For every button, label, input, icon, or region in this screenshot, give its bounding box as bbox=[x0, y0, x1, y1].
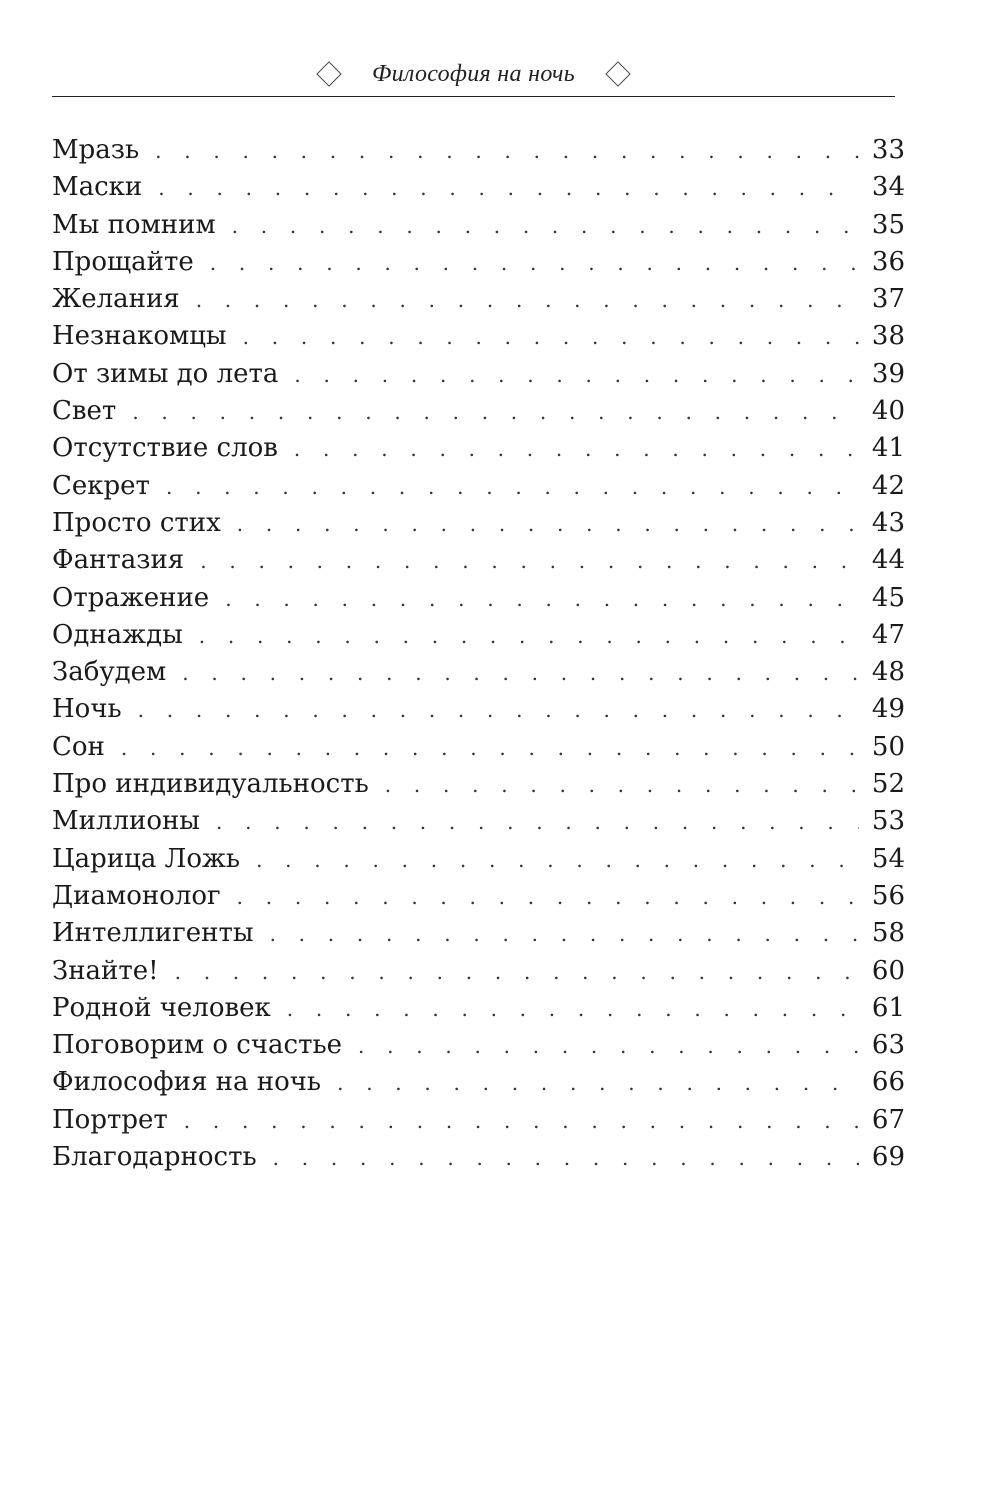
dot-leader bbox=[216, 804, 859, 841]
toc-entry-page-number: 53 bbox=[871, 806, 905, 837]
dot-leader bbox=[175, 954, 859, 991]
toc-entry-page-number: 40 bbox=[871, 396, 905, 427]
toc-entry-title: От зимы до лета bbox=[52, 358, 279, 389]
toc-entry-title: Незнакомцы bbox=[52, 321, 227, 352]
toc-entry-title: Прощайте bbox=[52, 246, 194, 277]
toc-entry-page-number: 44 bbox=[871, 545, 905, 576]
toc-entry-page-number: 66 bbox=[871, 1067, 905, 1098]
toc-entry-title: Отражение bbox=[52, 582, 210, 613]
toc-entry-title: Про индивидуальность bbox=[52, 769, 369, 800]
toc-entry-page-number: 47 bbox=[871, 619, 905, 650]
toc-entry-title: Забудем bbox=[52, 657, 167, 688]
toc-entry-title: Фантазия bbox=[52, 545, 185, 576]
toc-entry bbox=[52, 430, 905, 467]
dot-leader bbox=[287, 991, 859, 1028]
toc-entry-page-number: 48 bbox=[871, 657, 905, 688]
toc-entry bbox=[52, 915, 905, 952]
toc-entry-page-number: 34 bbox=[871, 172, 905, 203]
toc-entry bbox=[52, 393, 905, 430]
toc-entry-title: Благодарность bbox=[52, 1142, 257, 1173]
toc-entry-page-number: 49 bbox=[871, 694, 905, 725]
toc-entry-page-number: 41 bbox=[871, 433, 905, 464]
toc-entry bbox=[52, 1064, 905, 1101]
toc-entry-title: Миллионы bbox=[52, 806, 200, 837]
toc-entry-title: Маски bbox=[52, 172, 143, 203]
dot-leader bbox=[237, 506, 859, 543]
toc-entry bbox=[52, 990, 905, 1027]
toc-entry bbox=[52, 281, 905, 318]
dot-leader bbox=[200, 543, 859, 580]
toc-entry bbox=[52, 505, 905, 542]
dot-leader bbox=[166, 469, 859, 506]
running-header bbox=[52, 52, 895, 97]
toc-entry bbox=[52, 729, 905, 766]
toc-entry-page-number: 67 bbox=[871, 1104, 905, 1135]
dot-leader bbox=[237, 879, 859, 916]
dot-leader bbox=[158, 170, 859, 207]
dot-leader bbox=[337, 1065, 859, 1102]
toc-entry bbox=[52, 318, 905, 355]
toc-entry-page-number: 33 bbox=[871, 135, 905, 165]
toc-entry-title: Поговорим о счастье bbox=[52, 1030, 343, 1061]
toc-entry bbox=[52, 580, 905, 617]
dot-leader bbox=[243, 319, 859, 356]
toc-entry-title: Мразь bbox=[52, 135, 140, 165]
running-header-title: Философия на ночь bbox=[372, 60, 575, 87]
toc-entry-page-number: 37 bbox=[871, 284, 905, 315]
toc-entry-title: Мы помним bbox=[52, 209, 216, 240]
dot-leader bbox=[196, 282, 859, 319]
toc-entry-title: Диамонолог bbox=[52, 880, 221, 911]
toc-entry-page-number: 63 bbox=[871, 1030, 905, 1061]
toc-entry bbox=[52, 132, 905, 169]
toc-entry-title: Ночь bbox=[52, 694, 122, 725]
toc-entry bbox=[52, 878, 905, 915]
toc-entry-page-number: 36 bbox=[871, 246, 905, 277]
dot-leader bbox=[155, 133, 859, 170]
toc-entry-title: Просто стих bbox=[52, 507, 221, 538]
dot-leader bbox=[121, 730, 859, 767]
toc-entry-title: Царица Ложь bbox=[52, 843, 241, 874]
running-header-content bbox=[320, 61, 627, 88]
toc-entry bbox=[52, 542, 905, 579]
toc-entry-title: Однажды bbox=[52, 619, 183, 650]
toc-entry-title: Философия на ночь bbox=[52, 1067, 322, 1098]
toc-entry-title: Сон bbox=[52, 731, 105, 762]
toc-entry bbox=[52, 841, 905, 878]
dot-leader bbox=[294, 431, 859, 468]
toc-entry-title: Свет bbox=[52, 396, 117, 427]
toc-entry bbox=[52, 356, 905, 393]
toc-entry-page-number: 60 bbox=[871, 955, 905, 986]
toc-entry-page-number: 35 bbox=[871, 209, 905, 240]
toc-entry-page-number: 54 bbox=[871, 843, 905, 874]
toc-entry bbox=[52, 1027, 905, 1064]
dot-leader bbox=[385, 767, 859, 804]
toc-entry bbox=[52, 803, 905, 840]
toc-entry-page-number: 39 bbox=[871, 358, 905, 389]
toc-entry bbox=[52, 617, 905, 654]
dot-leader bbox=[256, 842, 859, 879]
toc-entry-page-number: 58 bbox=[871, 918, 905, 949]
dot-leader bbox=[273, 1140, 859, 1177]
dot-leader bbox=[199, 618, 859, 655]
dot-leader bbox=[132, 394, 859, 431]
toc-entry bbox=[52, 244, 905, 281]
toc-entry-title: Интеллигенты bbox=[52, 918, 254, 949]
toc-entry bbox=[52, 691, 905, 728]
toc-entry-title: Портрет bbox=[52, 1104, 168, 1135]
toc-entry bbox=[52, 953, 905, 990]
dot-leader bbox=[210, 245, 859, 282]
toc-entry bbox=[52, 654, 905, 691]
toc-entry bbox=[52, 766, 905, 803]
diamond-ornament-icon bbox=[605, 61, 630, 86]
toc-entry-page-number: 52 bbox=[871, 769, 905, 800]
toc-entry-page-number: 56 bbox=[871, 880, 905, 911]
dot-leader bbox=[225, 581, 859, 618]
dot-leader bbox=[184, 1103, 859, 1140]
dot-leader bbox=[294, 357, 859, 394]
toc-entry-title: Секрет bbox=[52, 470, 150, 501]
dot-leader bbox=[182, 655, 859, 692]
toc-entry-page-number: 45 bbox=[871, 582, 905, 613]
toc-entry-title: Родной человек bbox=[52, 992, 271, 1023]
diamond-ornament-icon bbox=[316, 61, 341, 86]
toc-entry-title: Знайте! bbox=[52, 955, 159, 986]
toc-entry-page-number: 61 bbox=[871, 992, 905, 1023]
toc-entry-page-number: 43 bbox=[871, 507, 905, 538]
table-of-contents bbox=[52, 132, 905, 1176]
toc-entry-page-number: 50 bbox=[871, 731, 905, 762]
dot-leader bbox=[270, 916, 859, 953]
toc-entry bbox=[52, 468, 905, 505]
dot-leader bbox=[138, 692, 859, 729]
toc-entry bbox=[52, 1102, 905, 1139]
dot-leader bbox=[358, 1028, 859, 1065]
toc-entry-title: Желания bbox=[52, 284, 180, 315]
toc-entry-title: Отсутствие слов bbox=[52, 433, 278, 464]
toc-entry-page-number: 69 bbox=[871, 1142, 905, 1173]
toc-entry bbox=[52, 207, 905, 244]
toc-entry bbox=[52, 169, 905, 206]
toc-entry-page-number: 38 bbox=[871, 321, 905, 352]
toc-entry bbox=[52, 1139, 905, 1176]
dot-leader bbox=[232, 208, 859, 245]
toc-entry-page-number: 42 bbox=[871, 470, 905, 501]
